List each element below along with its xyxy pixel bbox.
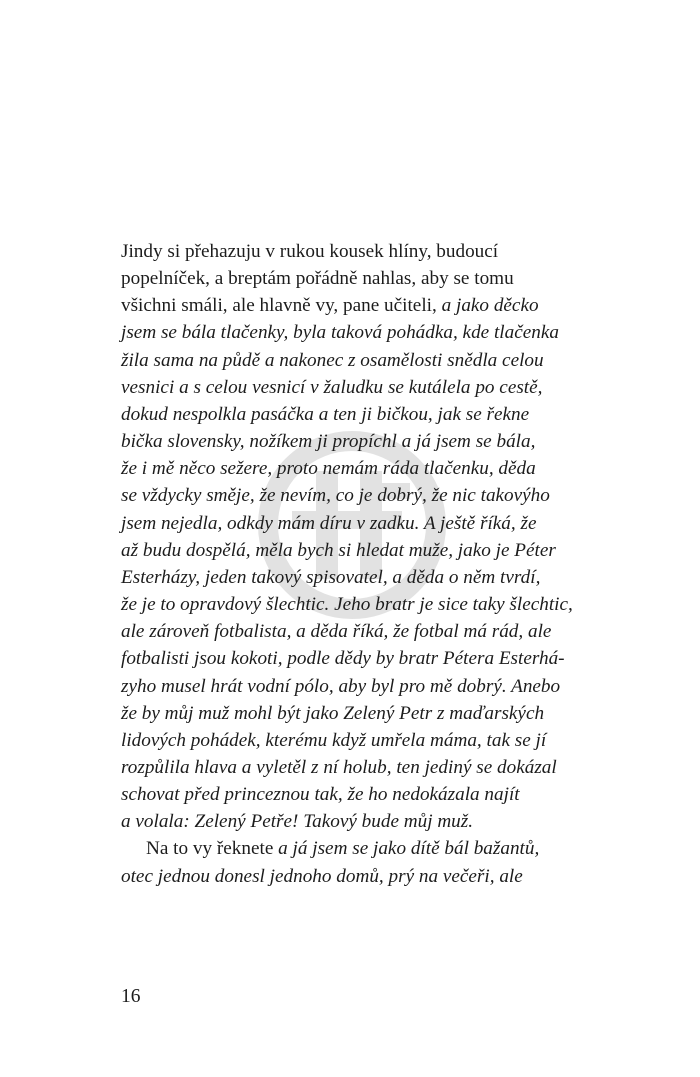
text-line (121, 754, 601, 781)
page-number: 16 (121, 986, 141, 1007)
text-line (121, 292, 601, 319)
text-line (121, 455, 601, 482)
text-run-italic: ale zároveň fotbalista, a děda říká, že fotbal má rád, ale (121, 621, 552, 643)
text-run-italic: až budu dospělá, měla bych si hledat muže, jako je Péter (121, 539, 556, 561)
text-run-italic: že je to opravdový šlechtic. Jeho bratr je sice taky šlechtic, (121, 594, 573, 616)
text-line (121, 265, 601, 292)
text-run-italic: vesnici a s celou vesnicí v žaludku se kutálela po cestě, (121, 376, 543, 398)
text-run-italic: se vždycky směje, že nevím, co je dobrý, že nic takovýho (121, 485, 550, 507)
text-line-indented (121, 835, 601, 862)
text-run-italic: schovat před princeznou tak, že ho nedokázala najít (121, 784, 520, 806)
text-line (121, 863, 601, 890)
text-run-italic: fotbalisti jsou kokoti, podle dědy by bratr Pétera Esterhá- (121, 648, 565, 670)
body-text (121, 238, 601, 890)
text-run-italic: a volala: Zelený Petře! Takový bude můj muž. (121, 811, 474, 833)
text-line (121, 238, 601, 265)
text-line (121, 700, 601, 727)
text-line (121, 510, 601, 537)
text-line (121, 727, 601, 754)
text-line (121, 645, 601, 672)
text-run-italic: a jako děcko (441, 295, 539, 317)
text-run-italic: žila sama na půdě a nakonec z osamělosti snědla celou (121, 349, 544, 371)
text-line (121, 673, 601, 700)
text-run-italic: a já jsem se jako dítě bál bažantů, (278, 838, 540, 860)
text-run-italic: že i mě něco sežere, proto nemám ráda tlačenku, děda (121, 458, 536, 480)
text-line (121, 781, 601, 808)
text-line (121, 374, 601, 401)
text-line (121, 564, 601, 591)
text-line (121, 347, 601, 374)
text-run-italic: zyho musel hrát vodní pólo, aby byl pro mě dobrý. Anebo (121, 675, 561, 697)
text-run: Jindy si přehazuju v rukou kousek hlíny, budoucí (121, 241, 499, 262)
text-run-italic: že by můj muž mohl být jako Zelený Petr z maďarských (121, 702, 545, 724)
text-run-italic: jsem se bála tlačenky, byla taková pohádka, kde tlačenka (121, 322, 559, 344)
text-run-italic: Esterházy, jeden takový spisovatel, a děda o něm tvrdí, (121, 566, 541, 588)
text-run: popelníček, a breptám pořádně nahlas, aby se tomu (121, 268, 514, 290)
text-line (121, 537, 601, 564)
text-run: Na to vy řeknete (146, 838, 279, 860)
text-line (121, 319, 601, 346)
text-run-italic: otec jednou donesl jednoho domů, prý na večeři, ale (121, 865, 523, 887)
text-line (121, 428, 601, 455)
text-line (121, 482, 601, 509)
text-line (121, 591, 601, 618)
text-run-italic: bička slovensky, nožíkem ji propíchl a já jsem se bála, (121, 431, 536, 453)
text-run: všichni smáli, ale hlavně vy, pane učiteli, (121, 295, 442, 317)
text-line (121, 401, 601, 428)
text-run-italic: rozpůlila hlava a vyletěl z ní holub, ten jediný se dokázal (121, 756, 557, 778)
text-run-italic: jsem nejedla, odkdy mám díru v zadku. A ještě říká, že (121, 512, 537, 534)
text-line (121, 618, 601, 645)
text-run-italic: dokud nespolkla pasáčka a ten ji bičkou, jak se řekne (121, 403, 530, 425)
text-line (121, 808, 601, 835)
text-run-italic: lidových pohádek, kterému když umřela máma, tak se jí (121, 729, 547, 751)
